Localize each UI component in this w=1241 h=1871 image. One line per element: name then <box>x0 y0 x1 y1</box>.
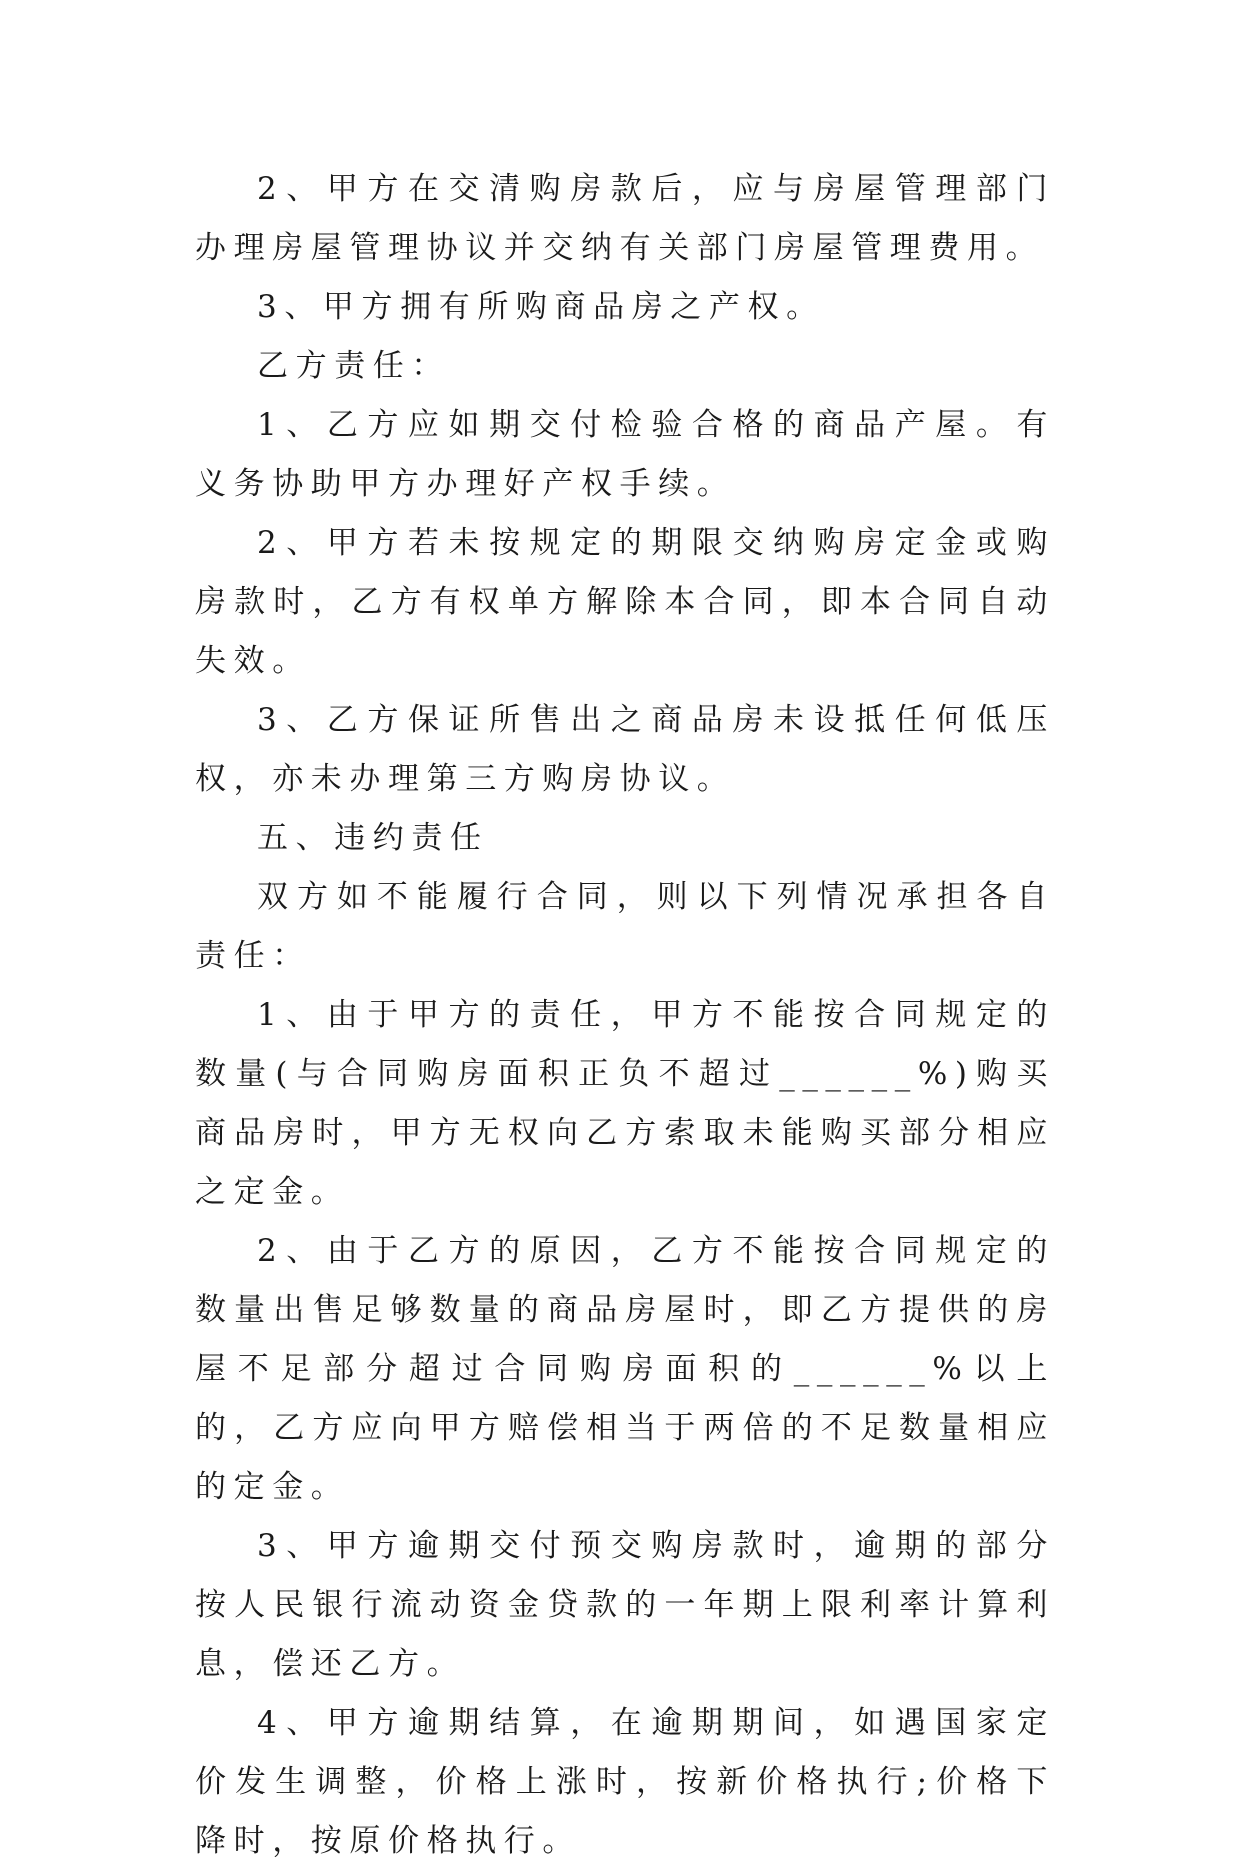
paragraph-seller-duty-2: 2、甲方若未按规定的期限交纳购房定金或购房款时，乙方有权单方解除本合同，即本合同自动失效。 <box>195 525 1055 679</box>
paragraph-seller-duty-3: 3、乙方保证所售出之商品房未设抵任何低压权，亦未办理第三方购房协议。 <box>195 702 1055 797</box>
paragraph-breach-4: 4、甲方逾期结算，在逾期期间，如遇国家定价发生调整，价格上涨时，按新价格执行;价格下降时，按原价格执行。 <box>195 1705 1055 1859</box>
paragraph-breach-2: 2、由于乙方的原因，乙方不能按合同规定的数量出售足够数量的商品房屋时，即乙方提供的房屋不足部分超过合同购房面积的______%以上的，乙方应向甲方赔偿相当于两倍的不足数量相应的定金。 <box>195 1233 1055 1505</box>
paragraph-buyer-duty-3: 3、甲方拥有所购商品房之产权。 <box>257 289 825 325</box>
heading-breach-liability: 五、违约责任 <box>257 820 489 856</box>
paragraph-breach-1: 1、由于甲方的责任，甲方不能按合同规定的数量(与合同购房面积正负不超过______%)购买商品房时，甲方无权向乙方索取未能购买部分相应之定金。 <box>195 997 1055 1210</box>
heading-seller-duties: 乙方责任： <box>257 348 450 384</box>
paragraph-breach-intro: 双方如不能履行合同，则以下列情况承担各自责任： <box>195 879 1055 974</box>
paragraph-buyer-duty-2: 2、甲方在交清购房款后，应与房屋管理部门办理房屋管理协议并交纳有关部门房屋管理费用。 <box>195 171 1055 266</box>
paragraph-breach-3: 3、甲方逾期交付预交购房款时，逾期的部分按人民银行流动资金贷款的一年期上限利率计算利息，偿还乙方。 <box>195 1528 1055 1682</box>
document-body <box>195 160 1055 1871</box>
paragraph-seller-duty-1: 1、乙方应如期交付检验合格的商品产屋。有义务协助甲方办理好产权手续。 <box>195 407 1055 502</box>
